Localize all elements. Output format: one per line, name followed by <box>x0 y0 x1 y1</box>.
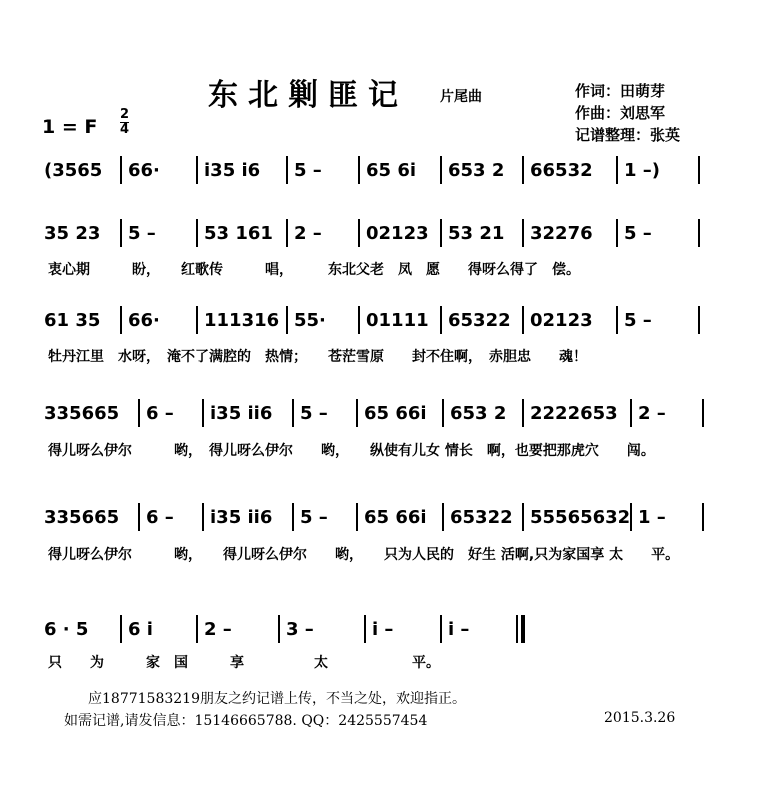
lyrics-line: 得儿呀么伊尔 哟， 得儿呀么伊尔 哟， 纵使有儿女 情长 啊，也要把那虎穴 闯。 <box>48 443 655 459</box>
measure-notes: (3565 <box>44 159 103 181</box>
measure <box>618 305 698 335</box>
measure-notes: 653 2 <box>450 402 507 424</box>
measure <box>122 218 196 248</box>
time-signature-top: 2 <box>120 107 130 122</box>
subtitle: 片尾曲 <box>440 89 482 105</box>
measure-notes: 2 – <box>204 618 232 640</box>
lyrics-line: 衷心期 盼， 红歌传 唱， 东北父老 凤 愿 得呀么得了 偿。 <box>48 262 580 278</box>
measure-notes: 1 – <box>638 506 666 528</box>
measure <box>294 502 356 532</box>
measure <box>38 614 120 644</box>
staff-line-4 <box>38 398 706 428</box>
measure <box>140 398 202 428</box>
measure <box>444 398 522 428</box>
measure <box>38 305 120 335</box>
measure-notes: 2222653 <box>530 402 618 424</box>
measure-notes: i35 ii6 <box>210 402 273 424</box>
measure <box>38 218 120 248</box>
measure-notes: 65322 <box>450 506 513 528</box>
staff-line-6 <box>38 614 706 644</box>
barline <box>516 615 518 643</box>
transcriber-credit: 记谱整理：张英 <box>575 126 681 144</box>
measure-notes: 66· <box>128 309 160 331</box>
measure <box>198 305 286 335</box>
measure <box>280 614 364 644</box>
key-signature: 1 = F <box>42 116 98 138</box>
final-barline <box>521 615 525 643</box>
measure <box>288 155 358 185</box>
measure-notes: i – <box>372 618 394 640</box>
staff-line-3 <box>38 305 706 335</box>
measure <box>122 305 196 335</box>
measure-notes: 53 161 <box>204 222 273 244</box>
measure-notes: 335665 <box>44 402 120 424</box>
measure <box>632 502 702 532</box>
measure-notes: 6 – <box>146 506 174 528</box>
measure-notes: 35 23 <box>44 222 101 244</box>
staff-line-1 <box>38 155 706 185</box>
measure <box>524 155 616 185</box>
measure-notes: 5 – <box>624 309 652 331</box>
measure-notes: i35 i6 <box>204 159 261 181</box>
measure-notes: 65 6i <box>366 159 417 181</box>
measure <box>632 398 702 428</box>
measure-notes: 02123 <box>366 222 429 244</box>
measure <box>198 218 286 248</box>
measure <box>204 398 292 428</box>
measure <box>618 155 698 185</box>
measure <box>38 398 138 428</box>
measure-notes: 1 –) <box>624 159 661 181</box>
measure-notes: 53 21 <box>448 222 505 244</box>
measure <box>360 155 440 185</box>
lyricist-credit: 作词：田萌芽 <box>575 82 666 100</box>
measure <box>122 614 196 644</box>
lyrics-line: 牡丹江里 水呀， 淹不了满腔的 热情； 苍茫雪原 封不住啊， 赤胆忠 魂！ <box>48 349 587 365</box>
measure <box>288 218 358 248</box>
measure-notes: 653 2 <box>448 159 505 181</box>
measure <box>524 305 616 335</box>
measure <box>618 218 698 248</box>
measure-notes: 6 i <box>128 618 153 640</box>
measure-notes: 32276 <box>530 222 593 244</box>
measure <box>140 502 202 532</box>
measure <box>204 502 292 532</box>
measure <box>442 614 516 644</box>
measure <box>38 155 120 185</box>
barline <box>698 156 700 184</box>
measure-notes: 02123 <box>530 309 593 331</box>
measure-notes: 61 35 <box>44 309 101 331</box>
measure-notes: 65 66i <box>364 402 427 424</box>
barline <box>698 306 700 334</box>
measure-notes: i35 ii6 <box>210 506 273 528</box>
measure-notes: 01111 <box>366 309 429 331</box>
composer-credit: 作曲：刘思军 <box>575 104 666 122</box>
measure-notes: 5 – <box>300 506 328 528</box>
measure-notes: 335665 <box>44 506 120 528</box>
measure <box>360 218 440 248</box>
measure-notes: 55· <box>294 309 326 331</box>
measure-notes: 5 – <box>294 159 322 181</box>
measure-notes: 111316 <box>204 309 280 331</box>
time-signature <box>120 108 129 137</box>
measure-notes: 6 · 5 <box>44 618 89 640</box>
measure-notes: 2 – <box>638 402 666 424</box>
measure-notes: 66· <box>128 159 160 181</box>
measure-notes: 65 66i <box>364 506 427 528</box>
measure-notes: 5 – <box>624 222 652 244</box>
measure-notes: 55565632 <box>530 506 631 528</box>
measure <box>358 398 442 428</box>
measure-notes: 65322 <box>448 309 511 331</box>
measure <box>444 502 522 532</box>
measure-notes: 5 – <box>300 402 328 424</box>
barline <box>702 399 704 427</box>
measure-notes: 5 – <box>128 222 156 244</box>
page-title: 东北剿匪记 <box>208 78 408 113</box>
footer-note: 应18771583219朋友之约记谱上传，不当之处，欢迎指正。 <box>88 691 466 707</box>
measure <box>366 614 440 644</box>
measure-notes: i – <box>448 618 470 640</box>
measure <box>442 155 522 185</box>
barline <box>702 503 704 531</box>
measure-notes: 3 – <box>286 618 314 640</box>
contact-info: 如需记谱,请发信息：15146665788. QQ：2425557454 <box>64 713 428 729</box>
measure <box>122 155 196 185</box>
lyrics-line: 得儿呀么伊尔 哟， 得儿呀么伊尔 哟， 只为人民的 好生 活啊,只为家国享 太 平。 <box>48 547 680 563</box>
staff-line-5 <box>38 502 706 532</box>
lyrics-line: 只 为 家 国 享 太 平。 <box>48 655 440 671</box>
measure <box>524 218 616 248</box>
measure <box>524 502 630 532</box>
staff-line-2 <box>38 218 706 248</box>
measure-notes: 2 – <box>294 222 322 244</box>
measure <box>442 218 522 248</box>
measure-notes: 6 – <box>146 402 174 424</box>
measure <box>442 305 522 335</box>
measure <box>360 305 440 335</box>
time-signature-bottom: 4 <box>120 122 130 137</box>
barline <box>698 219 700 247</box>
measure-notes: 66532 <box>530 159 593 181</box>
measure <box>358 502 442 532</box>
measure <box>198 155 286 185</box>
measure <box>198 614 278 644</box>
date: 2015.3.26 <box>604 710 676 726</box>
measure <box>524 398 630 428</box>
measure <box>38 502 138 532</box>
measure <box>294 398 356 428</box>
measure <box>288 305 358 335</box>
